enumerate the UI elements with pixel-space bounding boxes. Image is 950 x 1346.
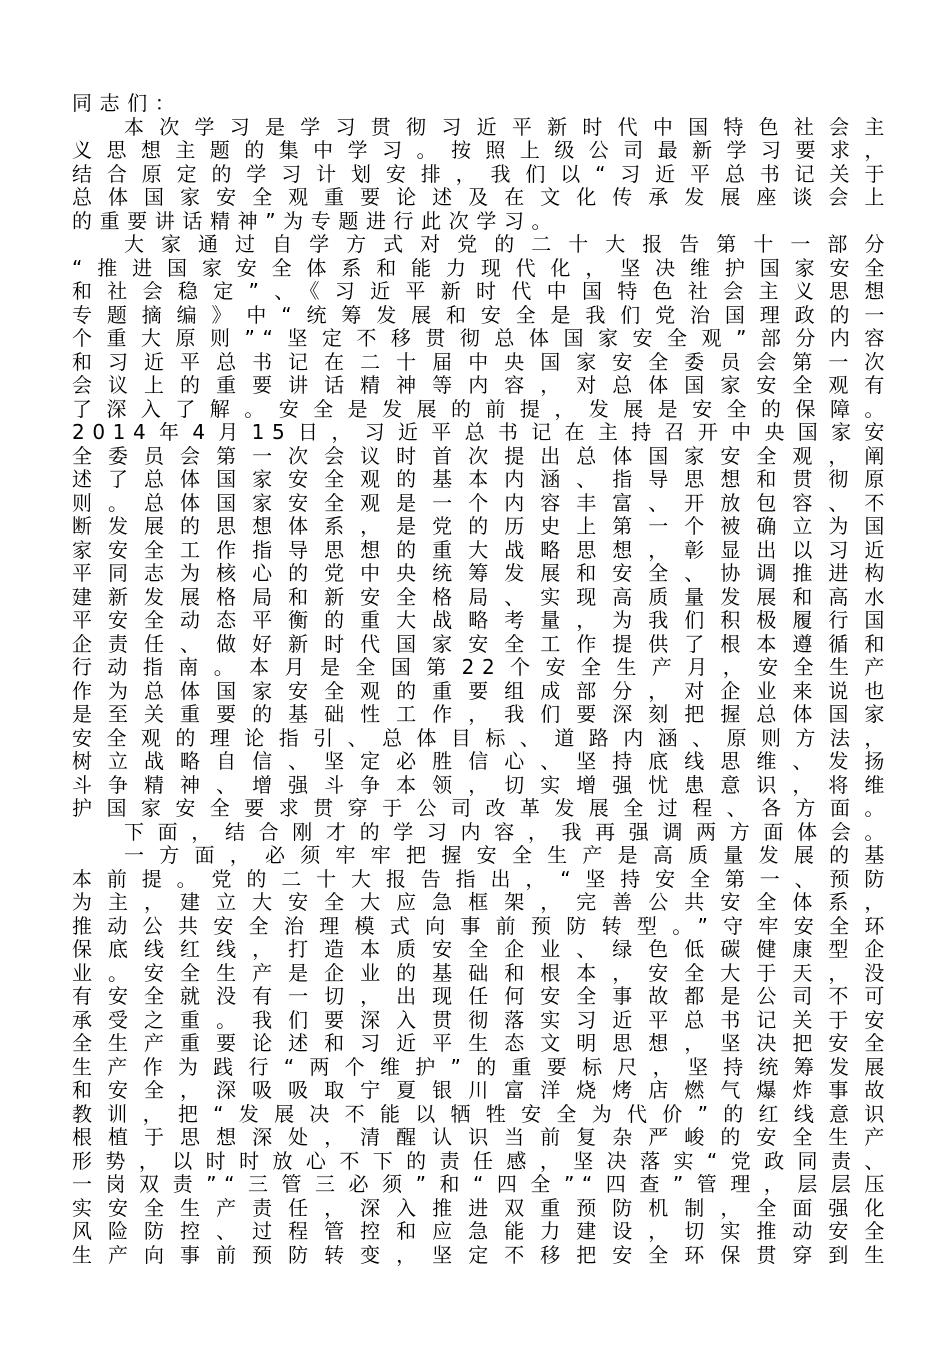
text-line: 下面，结合刚才的学习内容，我再强调两方面体会。 xyxy=(124,819,892,844)
text-line: 述了总体国家安全观的基本内涵、指导思想和贯彻原 xyxy=(72,467,892,491)
text-line: 为主，建立大安全大应急框架，完善公共安全体系， xyxy=(72,890,892,914)
text-line: 教训，把“发展决不能以牺牲安全为代价”的红线意识 xyxy=(72,1101,892,1126)
text-line: 总体国家安全观重要论述及在文化传承发展座谈会上 xyxy=(72,185,892,209)
text-line: 护国家安全要求贯穿于公司改革发展全过程、各方面。 xyxy=(72,796,892,820)
text-line: 一方面，必须牢牢把握安全生产是高质量发展的基 xyxy=(124,843,892,867)
text-line: 行动指南。本月是全国第22个安全生产月，安全生产 xyxy=(72,655,892,679)
text-line: 斗争精神、增强斗争本领，切实增强忧患意识，将维 xyxy=(72,772,892,797)
text-line: 2014年4月15日，习近平总书记在主持召开中央国家安 xyxy=(72,420,892,444)
text-line: 专题摘编》中“统筹发展和安全是我们党治国理政的一 xyxy=(72,302,892,327)
text-line: 业。安全生产是企业的基础和根本，安全大于天，没 xyxy=(72,960,892,985)
text-line: 和习近平总书记在二十届中央国家安全委员会第一次 xyxy=(72,349,892,374)
text-line: 安全观的理论指引、总体目标、道路内涵、原则方法， xyxy=(72,725,892,750)
text-line: 保底线红线，打造本质安全企业、绿色低碳健康型企 xyxy=(72,937,892,961)
text-line: 平安全动态平衡的重大战略考量，为我们积极履行国 xyxy=(72,608,892,632)
text-line: 家安全工作指导思想的重大战略思想，彰显出以习近 xyxy=(72,537,892,562)
text-line: 本次学习是学习贯彻习近平新时代中国特色社会主 xyxy=(124,114,892,139)
text-line: 同志们： xyxy=(72,91,183,115)
text-line: 推动公共安全治理模式向事前预防转型。”守牢安全环 xyxy=(72,913,892,938)
text-line: 有安全就没有一切，出现任何安全事故都是公司不可 xyxy=(72,984,892,1008)
text-line: 和安全，深吸吸取宁夏银川富洋烧烤店燃气爆炸事故 xyxy=(72,1078,892,1102)
text-line: 根植于思想深处，清醒认识当前复杂严峻的安全生产 xyxy=(72,1125,892,1149)
text-line: 树立战略自信、坚定必胜信心、坚持底线思维、发扬 xyxy=(72,749,892,773)
text-line: 结合原定的学习计划安排，我们以“习近平总书记关于 xyxy=(72,161,892,186)
text-line: 一岗双责”“三管三必须”和“四全”“四查”管理，层层压 xyxy=(72,1172,892,1196)
text-line: 建新发展格局和新安全格局、实现高质量发展和高水 xyxy=(72,584,892,609)
text-line: 本前提。党的二十大报告指出，“坚持安全第一、预防 xyxy=(72,866,892,891)
text-line: 全生产重要论述和习近平生态文明思想，坚决把安全 xyxy=(72,1031,892,1055)
text-line: 个重大原则”“坚定不移贯彻总体国家安全观”部分内容 xyxy=(72,326,892,350)
text-line: 则。总体国家安全观是一个内容丰富、开放包容、不 xyxy=(72,490,892,515)
text-line: 生产作为践行“两个维护”的重要标尺，坚持统筹发展 xyxy=(72,1054,892,1079)
text-line: 承受之重。我们要深入贯彻落实习近平总书记关于安 xyxy=(72,1007,892,1032)
text-line: 企责任、做好新时代国家安全工作提供了根本遵循和 xyxy=(72,631,892,656)
text-line: 是至关重要的基础性工作，我们要深刻把握总体国家 xyxy=(72,702,892,726)
text-line: 实安全生产责任，深入推进双重预防机制，全面强化 xyxy=(72,1195,892,1220)
text-line: “推进国家安全体系和能力现代化，坚决维护国家安全 xyxy=(72,255,892,280)
text-line: 的重要讲话精神”为专题进行此次学习。 xyxy=(72,208,560,233)
text-line: 了深入了解。安全是发展的前提，发展是安全的保障。 xyxy=(72,396,892,421)
text-line: 作为总体国家安全观的重要组成部分，对企业来说也 xyxy=(72,678,892,703)
text-line: 风险防控、过程管控和应急能力建设，切实推动安全 xyxy=(72,1219,892,1243)
text-line: 义思想主题的集中学习。按照上级公司最新学习要求， xyxy=(72,138,892,162)
text-line: 和社会稳定”、《习近平新时代中国特色社会主义思想 xyxy=(72,279,892,303)
text-line: 平同志为核心的党中央统筹发展和安全、协调推进构 xyxy=(72,561,892,585)
text-line: 生产向事前预防转变，坚定不移把安全环保贯穿到生 xyxy=(72,1242,892,1267)
document-body xyxy=(72,92,892,1267)
text-line: 形势，以时时放心不下的责任感，坚决落实“党政同责、 xyxy=(72,1148,892,1173)
text-line: 大家通过自学方式对党的二十大报告第十一部分 xyxy=(124,232,892,256)
text-line: 会议上的重要讲话精神等内容，对总体国家安全观有 xyxy=(72,373,892,397)
text-line: 全委员会第一次会议时首次提出总体国家安全观，阐 xyxy=(72,443,892,468)
text-line: 断发展的思想体系，是党的历史上第一个被确立为国 xyxy=(72,514,892,538)
